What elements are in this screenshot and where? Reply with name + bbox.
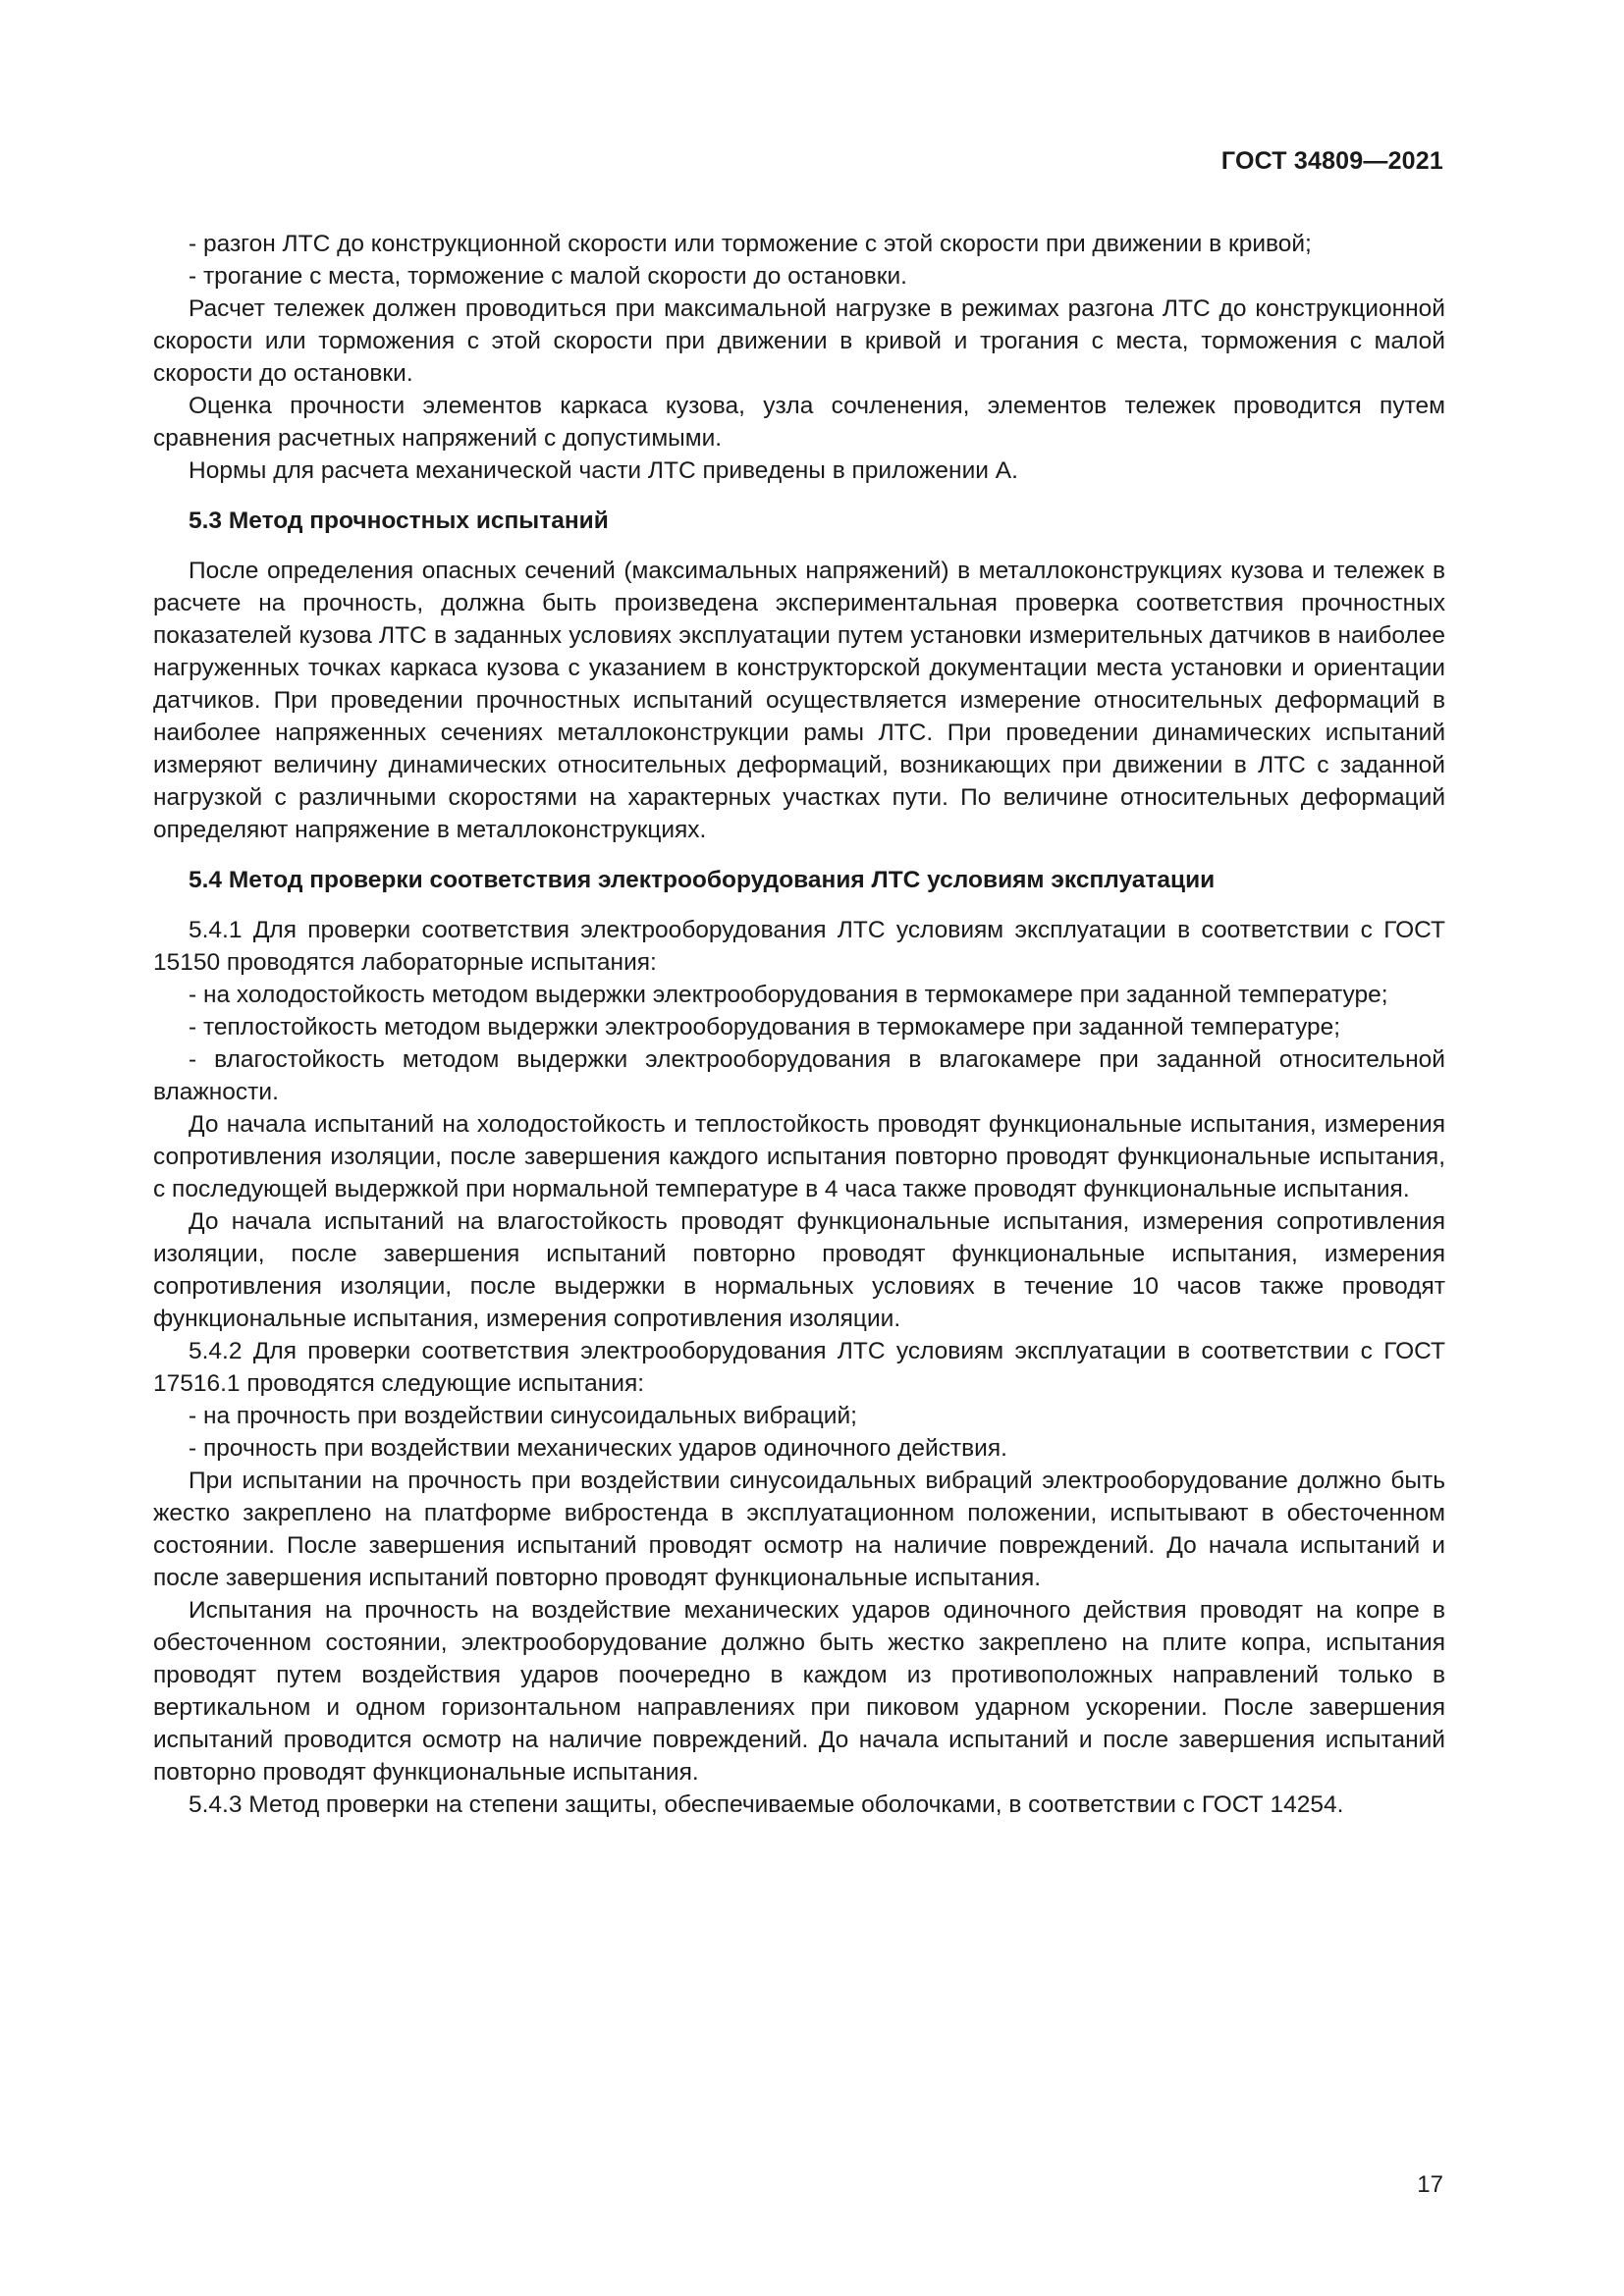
list-item: - на холодостойкость методом выдержки электрооборудования в термокамере при заданной температуре; bbox=[189, 982, 1388, 1008]
paragraph: 5.4.3 Метод проверки на степени защиты, обеспечиваемые оболочками, в соответствии с ГОСТ 14254. bbox=[189, 1791, 1344, 1818]
document-body bbox=[153, 228, 1445, 1821]
list-item: - влагостойкость методом выдержки электрооборудования в влагокамере при заданной относительной влажности. bbox=[153, 1046, 1445, 1105]
paragraph: Расчет тележек должен проводиться при максимальной нагрузке в режимах разгона ЛТС до конструкционной скорости или торможения с этой скорости при движении в кривой и трогания с места, торможения с малой скорости до остановки. bbox=[153, 295, 1445, 387]
list-item: - прочность при воздействии механических ударов одиночного действия. bbox=[189, 1435, 1007, 1462]
list-item: - теплостойкость методом выдержки электрооборудования в термокамере при заданной температуре; bbox=[189, 1014, 1340, 1041]
paragraph: До начала испытаний на холодостойкость и теплостойкость проводят функциональные испытания, измерения сопротивления изоляции, после завершения каждого испытания повторно проводят функциональные испытания, с последующей выдержкой при нормальной температуре в 4 часа также проводят функциональные испытания. bbox=[153, 1111, 1445, 1202]
paragraph: До начала испытаний на влагостойкость проводят функциональные испытания, измерения сопротивления изоляции, после завершения испытаний повторно проводят функциональные испытания, измерения сопротивления изоляции, после выдержки в нормальных условиях в течение 10 часов также проводят функциональные испытания, измерения сопротивления изоляции. bbox=[153, 1208, 1445, 1332]
list-item: - разгон ЛТС до конструкционной скорости или торможение с этой скорости при движении в кривой; bbox=[189, 231, 1312, 257]
page-number: 17 bbox=[1417, 2171, 1443, 2198]
list-item: - на прочность при воздействии синусоидальных вибраций; bbox=[189, 1403, 857, 1429]
paragraph: Нормы для расчета механической части ЛТС приведены в приложении А. bbox=[189, 457, 1018, 484]
paragraph: 5.4.1 Для проверки соответствия электрооборудования ЛТС условиям эксплуатации в соответствии с ГОСТ 15150 проводятся лабораторные испытания: bbox=[153, 917, 1445, 976]
paragraph: При испытании на прочность при воздействии синусоидальных вибраций электрооборудование должно быть жестко закреплено на платформе вибростенда в эксплуатационном положении, испытывают в обесточенном состоянии. После завершения испытаний проводят осмотр на наличие повреждений. До начала испытаний и после завершения испытаний повторно проводят функциональные испытания. bbox=[153, 1468, 1445, 1591]
section-heading-5-4: 5.4 Метод проверки соответствия электрооборудования ЛТС условиям эксплуатации bbox=[189, 867, 1216, 893]
paragraph: После определения опасных сечений (максимальных напряжений) в металлоконструкциях кузова и тележек в расчете на прочность, должна быть произведена экспериментальная проверка соответствия прочностных показателей кузова ЛТС в заданных условиях эксплуатации путем установки измерительных датчиков в наиболее нагруженных точках каркаса кузова с указанием в конструкторской документации места установки и ориентации датчиков. При проведении прочностных испытаний осуществляется измерение относительных деформаций в наиболее напряженных сечениях металлоконструкции рамы ЛТС. При проведении динамических испытаний измеряют величину динамических относительных деформаций, возникающих при движении в ЛТС с заданной нагрузкой с различными скоростями на характерных участках пути. По величине относительных деформаций определяют напряжение в металлоконструкциях. bbox=[153, 558, 1445, 843]
paragraph: Оценка прочности элементов каркаса кузова, узла сочленения, элементов тележек проводится путем сравнения расчетных напряжений с допустимыми. bbox=[153, 393, 1445, 452]
list-item: - трогание с места, торможение с малой скорости до остановки. bbox=[189, 263, 907, 290]
document-header: ГОСТ 34809—2021 bbox=[1220, 147, 1443, 175]
paragraph: 5.4.2 Для проверки соответствия электрооборудования ЛТС условиям эксплуатации в соответствии с ГОСТ 17516.1 проводятся следующие испытания: bbox=[153, 1338, 1445, 1397]
paragraph: Испытания на прочность на воздействие механических ударов одиночного действия проводят на копре в обесточенном состоянии, электрооборудование должно быть жестко закреплено на плите копра, испытания проводят путем воздействия ударов поочередно в каждом из противоположных направлений только в вертикальном и одном горизонтальном направлениях при пиковом ударном ускорении. После завершения испытаний проводится осмотр на наличие повреждений. До начала испытаний и после завершения испытаний повторно проводят функциональные испытания. bbox=[153, 1597, 1445, 1786]
section-heading-5-3: 5.3 Метод прочностных испытаний bbox=[189, 507, 609, 534]
